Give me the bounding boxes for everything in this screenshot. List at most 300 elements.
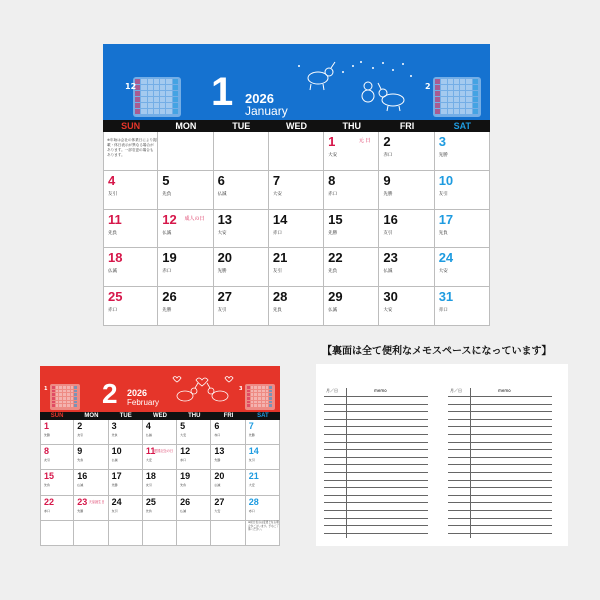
mini-calendar-cell [52,397,55,400]
day-number: 26 [180,496,191,507]
day-number: 24 [438,250,454,266]
mini-calendar-cell [435,103,440,108]
day-cell [269,248,324,287]
mini-calendar-next [433,77,481,117]
day-number: 7 [272,172,281,188]
day-number: 11 [108,211,122,227]
day-number: 27 [217,289,233,305]
memo-rule [324,411,428,412]
mini-calendar-cell [59,401,62,404]
day-cell [143,521,177,546]
mini-calendar-cell [251,397,254,400]
mini-calendar-cell [269,401,272,404]
memo-rule [448,495,552,496]
mini-calendar-cell [251,393,254,396]
mini-calendar-cell [59,393,62,396]
mini-calendar-cell [148,109,153,114]
mini-calendar-cell [441,85,446,90]
weekday-wed: WED [152,413,167,419]
memo-date-label: 月／日 [326,388,338,393]
memo-rule [324,396,428,397]
day-number: 21 [272,250,288,266]
mini-calendar-cell [74,401,77,404]
day-number: 16 [77,471,88,482]
mini-calendar-cell [269,386,272,389]
rokuyo-label: 先勝 [44,433,51,437]
mini-calendar-cell [254,401,257,404]
day-cell [379,210,434,249]
memo-rule [324,472,428,473]
rokuyo-label: 赤口 [438,308,448,314]
memo-rule [448,411,552,412]
mini-calendar-cell [67,393,70,396]
mini-calendar-cell [454,97,459,102]
day-number: 24 [111,496,122,507]
mini-calendar-cell [63,397,66,400]
memo-rule [324,442,428,443]
memo-rule [448,404,552,405]
day-cell [379,248,434,287]
rokuyo-label: 仏滅 [328,308,338,314]
day-number: 27 [214,496,225,507]
memo-rule [448,480,552,481]
day-cell [246,470,280,495]
rokuyo-label: 友引 [145,483,152,488]
mini-calendar-cell [148,91,153,96]
rokuyo-label: 先負 [145,508,152,513]
rokuyo-label: 友引 [272,269,282,275]
mini-calendar-cell [63,386,66,389]
mini-calendar-cell [71,401,74,404]
mini-calendar-cell [258,397,261,400]
weekday-tue: TUE [232,121,251,131]
day-number: 17 [438,211,454,227]
day-number: 31 [438,289,454,305]
mini-calendar-cell [266,393,269,396]
memo-rule [324,525,428,526]
mini-calendar-cell [173,91,178,96]
mini-calendar-cell [466,85,471,90]
day-cell [158,210,213,249]
rokuyo-label: 赤口 [383,153,393,158]
day-cell [109,445,143,470]
mini-calendar-cell [52,386,55,389]
mini-calendar-cell [173,85,178,90]
mini-calendar-cell [466,97,471,102]
weekday-sat: SAT [453,121,472,131]
mini-calendar-cell [63,393,66,396]
day-cell [211,445,245,470]
mini-calendar-cell [71,404,74,407]
day-number: 7 [248,421,254,431]
mini-calendar-cell [258,386,261,389]
mini-calendar-cell [435,85,440,90]
memo-rule [324,434,428,435]
memo-rule [448,518,552,519]
day-cell [324,132,379,171]
mini-calendar-cell [247,393,250,396]
day-number: 15 [328,211,343,227]
mini-calendar-cell [154,91,159,96]
rokuyo-label: 先勝 [214,458,221,463]
mini-calendar-cell [454,109,459,114]
day-cell [211,496,245,521]
mini-calendar-cell [460,79,465,84]
memo-rule [324,426,428,427]
mini-calendar-cell [154,103,159,108]
memo-page [316,364,568,546]
mini-calendar-cell [56,397,59,400]
day-number: 8 [44,446,50,457]
mini-calendar-cell [454,79,459,84]
day-cell [435,132,490,171]
rokuyo-label: 先負 [44,483,51,488]
mini-calendar-cell [166,85,171,90]
rokuyo-label: 大安 [214,508,221,513]
day-number: 23 [77,496,88,507]
day-number: 5 [180,421,186,431]
day-number: 28 [272,289,288,305]
mini-calendar-cell [52,390,55,393]
holiday-label: 建国記念の日 [154,449,174,454]
rokuyo-label: 先負 [77,458,84,463]
day-number: 19 [180,471,191,482]
memo-column [448,388,552,538]
mini-calendar-cell [154,79,159,84]
mini-calendar-cell [251,404,254,407]
memo-rule [448,502,552,503]
mini-calendar-cell [59,397,62,400]
mini-calendar-cell [454,103,459,108]
mini-calendar-cell [56,386,59,389]
rokuyo-label: 仏滅 [77,483,84,488]
memo-rule [448,449,552,450]
memo-rule [324,502,428,503]
day-cell [40,420,74,445]
rokuyo-label: 先負 [328,269,338,275]
day-cell [214,210,269,249]
mini-calendar-cell [56,404,59,407]
mini-calendar-cell [160,79,165,84]
day-number: 29 [328,289,343,305]
rokuyo-label: 先負 [438,230,448,236]
mini-calendar-cell [71,393,74,396]
month-name: January [245,104,288,118]
mini-calendar-cell [59,404,62,407]
mini-calendar-cell [466,109,471,114]
rokuyo-label: 先負 [111,433,118,437]
holiday-label: 天皇誕生日 [88,499,105,504]
memo-rule [448,510,552,511]
mini-calendar-cell [266,386,269,389]
mini-calendar-cell [460,109,465,114]
mini-calendar-cell [460,97,465,102]
day-number: 17 [111,471,122,482]
weekday-tue: TUE [119,413,132,419]
day-cell [74,420,108,445]
mini-calendar-cell [56,390,59,393]
rokuyo-label: 先勝 [248,433,255,437]
day-cell [324,210,379,249]
rokuyo-label: 先勝 [217,269,227,275]
memo-rule [448,533,552,534]
rokuyo-label: 友引 [77,433,84,437]
day-number: 3 [111,421,117,431]
mini-calendar-cell [473,103,478,108]
day-cell [379,287,434,326]
mini-calendar-cell [251,401,254,404]
day-cell [246,420,280,445]
mini-calendar-cell [173,109,178,114]
rokuyo-label: 友引 [217,308,227,314]
memo-rule [324,495,428,496]
mini-calendar-cell [74,404,77,407]
rokuyo-label: 大安 [328,153,338,158]
mini-calendar-cell [141,103,146,108]
mini-calendar-cell [52,393,55,396]
day-cell [40,470,74,495]
memo-rule [324,449,428,450]
mini-calendar-cell [473,79,478,84]
rokuyo-label: 友引 [111,508,118,513]
mini-next-month-number: 2 [425,82,431,91]
mini-calendar-cell [160,91,165,96]
mini-calendar-cell [141,85,146,90]
rokuyo-label: 大安 [438,269,448,275]
mini-calendar-cell [135,103,140,108]
day-number: 1 [44,421,50,431]
mini-calendar-next [245,384,275,410]
day-cell [269,132,324,171]
mini-calendar-cell [460,103,465,108]
day-cell [40,521,74,546]
day-number: 2 [77,421,83,431]
day-cell [435,171,490,210]
mini-calendar-cell [454,85,459,90]
day-cell [177,445,211,470]
calendar-header [103,44,490,120]
day-number: 1 [328,134,336,149]
mini-calendar-cell [460,85,465,90]
day-number: 22 [44,496,55,507]
day-cell [74,470,108,495]
mini-calendar-cell [247,404,250,407]
memo-rule [324,457,428,458]
rokuyo-label: 先勝 [328,230,338,236]
mini-calendar-cell [141,91,146,96]
day-number: 11 [145,446,156,457]
memo-rule [448,442,552,443]
memo-rule [324,518,428,519]
mini-calendar-cell [254,404,257,407]
mini-calendar-cell [160,109,165,114]
mini-calendar-cell [466,103,471,108]
weekday-sun: SUN [50,413,64,419]
weekday-fri: FRI [223,413,234,419]
mini-calendar-cell [266,390,269,393]
day-cell [269,171,324,210]
day-number: 18 [108,250,123,266]
mini-calendar-cell [63,390,66,393]
day-cell [143,496,177,521]
day-cell [103,287,158,326]
day-number: 9 [383,172,391,188]
mini-calendar-cell [166,103,171,108]
day-number: 20 [217,250,233,266]
day-number: 21 [248,471,259,482]
unicorn-illustration-icon [283,58,423,118]
mini-calendar-cell [160,85,165,90]
mini-calendar-cell [166,91,171,96]
calendar-header [40,366,280,412]
mini-calendar-cell [71,390,74,393]
mini-calendar-cell [148,79,153,84]
mini-calendar-cell [435,109,440,114]
day-number: 12 [162,211,177,227]
memo-rule [448,472,552,473]
mini-calendar-cell [254,390,257,393]
memo-rule [448,525,552,526]
day-cell [158,132,213,171]
mini-calendar-cell [448,91,453,96]
mini-calendar-cell [269,404,272,407]
memo-column [324,388,428,538]
mini-calendar-cell [269,393,272,396]
mini-calendar-cell [247,386,250,389]
rokuyo-label: 友引 [383,230,393,236]
day-cell [103,248,158,287]
rokuyo-label: 仏滅 [383,269,393,275]
unicorn-hearts-illustration-icon [165,372,245,410]
mini-calendar-cell [466,79,471,84]
day-number: 16 [383,211,398,227]
day-number: 18 [145,471,156,482]
weekday-sun: SUN [121,121,141,131]
mini-calendar-cell [262,404,265,407]
memo-memo-label: memo [374,388,387,393]
year: 2026 [245,91,274,106]
mini-calendar-cell [173,103,178,108]
memo-rule [448,487,552,488]
mini-calendar-cell [473,109,478,114]
mini-calendar-cell [71,397,74,400]
mini-calendar-cell [448,85,453,90]
memo-rule [448,434,552,435]
day-cell [211,521,245,546]
day-number: 14 [248,446,259,457]
mini-calendar-cell [67,404,70,407]
calendar-january [103,44,490,326]
mini-prev-month-number: 1 [44,386,48,392]
day-number: 20 [214,471,225,482]
day-cell [143,420,177,445]
day-number: 4 [145,421,151,431]
mini-calendar-cell [448,97,453,102]
mini-calendar-cell [154,109,159,114]
day-number: 5 [162,172,170,188]
rokuyo-label: 友引 [108,191,117,197]
rokuyo-label: 仏滅 [145,433,152,437]
mini-calendar-cell [262,393,265,396]
mini-calendar-cell [59,390,62,393]
day-number: 19 [162,250,177,266]
day-cell [158,248,213,287]
day-number: 15 [44,471,55,482]
mini-calendar-cell [254,386,257,389]
mini-calendar-cell [262,397,265,400]
day-cell [74,445,108,470]
day-number: 8 [328,172,336,188]
mini-calendar-cell [247,390,250,393]
day-cell [143,470,177,495]
rokuyo-label: 赤口 [44,508,51,513]
day-cell [324,171,379,210]
day-number: 22 [328,250,343,266]
day-number: 4 [108,172,116,188]
day-number: 13 [217,211,233,227]
mini-calendar-cell [435,91,440,96]
day-number: 9 [77,446,83,457]
memo-rule [324,480,428,481]
day-cell [40,445,74,470]
day-cell [214,171,269,210]
day-number: 25 [145,496,156,507]
weekday-sat: SAT [257,413,269,419]
mini-calendar-cell [74,390,77,393]
month-name: February [127,398,160,407]
day-cell [211,470,245,495]
rokuyo-label: 仏滅 [108,269,117,275]
mini-calendar-cell [441,79,446,84]
month-number: 1 [211,70,234,114]
rokuyo-label: 赤口 [248,508,255,513]
mini-calendar-cell [251,390,254,393]
mini-calendar-cell [67,401,70,404]
mini-calendar-cell [160,97,165,102]
mini-calendar-cell [141,97,146,102]
mini-calendar-cell [71,386,74,389]
memo-rule [448,396,552,397]
day-cell [109,470,143,495]
mini-calendar-cell [67,386,70,389]
mini-calendar-cell [258,404,261,407]
mini-calendar-cell [56,401,59,404]
mini-calendar-cell [173,79,178,84]
rokuyo-label: 赤口 [108,308,117,314]
rokuyo-label: 赤口 [328,191,338,197]
day-cell [324,287,379,326]
day-cell [40,496,74,521]
day-cell [435,287,490,326]
rokuyo-label: 大安 [145,458,152,463]
rokuyo-label: 赤口 [162,269,172,275]
mini-calendar-cell [441,91,446,96]
memo-rule [324,464,428,465]
holiday-label: 成人の日 [184,215,205,222]
memo-rule [448,419,552,420]
mini-calendar-cell [454,91,459,96]
mini-calendar-cell [441,103,446,108]
day-number: 14 [272,211,288,227]
calendar-note: ※年始は会社の休業日により掲載・休日表示が異なる場合があります。一部変更の場合もあります。 [107,138,157,157]
day-number: 26 [162,289,177,305]
rokuyo-label: 友引 [44,458,51,463]
day-cell [177,496,211,521]
day-number: 28 [248,496,259,507]
rokuyo-label: 大安 [248,483,255,488]
mini-calendar-cell [266,404,269,407]
day-cell [74,496,108,521]
